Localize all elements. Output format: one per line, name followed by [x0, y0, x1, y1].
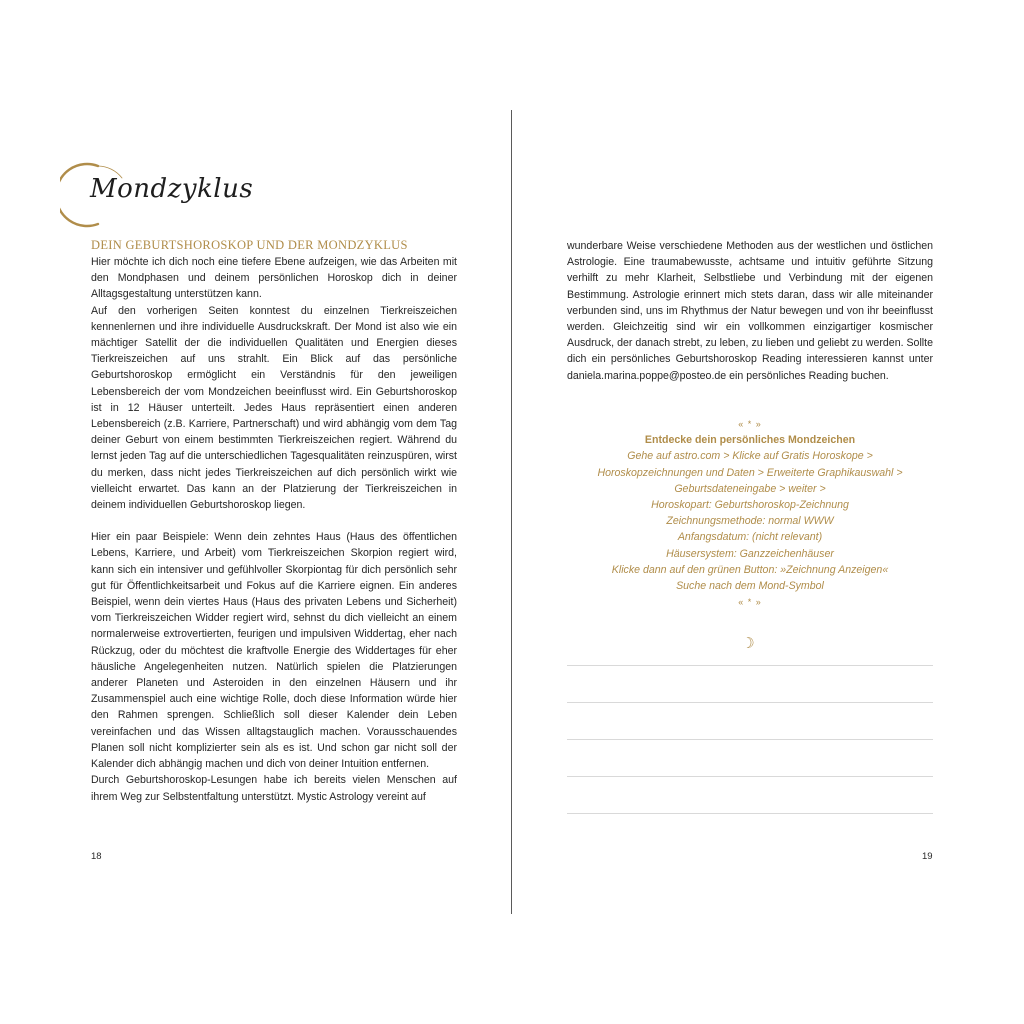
- mondzeichen-instructions: [567, 416, 933, 610]
- page-number-left: 18: [91, 851, 102, 862]
- instruction-step: Suche nach dem Mond-Symbol: [676, 580, 824, 593]
- instructions-title: Entdecke dein persönliches Mondzeichen: [644, 434, 856, 447]
- ornament-bottom: « * »: [738, 597, 762, 608]
- note-line: [567, 739, 933, 740]
- paragraph: wunderbare Weise verschiedene Methoden aus der westlichen und östlichen Astrologie. Eine traumabewusste, achtsame und intuitiv geführte Sitzung verhilft zu mehr Klarheit, Selbstliebe und Verbindung mit der eigenen Bestimmung. Astrologie erinnert mich stets daran, dass wir alle miteinander verbunden sind, uns im Rhythmus der Natur bewegen und von ihr beeinflusst werden. Gleichzeitig sind wir ein vollkommen einzigartiger kosmischer Ausdruck, der danach strebt, zu leben, zu lieben und geliebt zu werden. Sollte dich ein persönliches Geburtshoroskop Reading interessieren kannst unter daniela.marina.poppe@posteo.de ein persönliches Reading buchen.: [567, 240, 933, 382]
- book-spine-divider: [511, 110, 512, 914]
- paragraph: Hier möchte ich dich noch eine tiefere Ebene aufzeigen, wie das Arbeiten mit den Mondphasen und deinem persönlichen Horoskop dich in deiner Alltagsgestaltung unterstützen kann.: [91, 256, 457, 301]
- note-line: [567, 813, 933, 814]
- note-line: [567, 702, 933, 703]
- instruction-step: Horoskopzeichnungen und Daten > Erweiterte Graphikauswahl >: [597, 466, 903, 479]
- section-heading: DEIN GEBURTSHOROSKOP UND DER MONDZYKLUS: [91, 238, 408, 252]
- left-page-body: [91, 254, 457, 805]
- note-lines: [567, 665, 933, 850]
- right-page-body: [567, 238, 933, 384]
- instruction-step: Klicke dann auf den grünen Button: »Zeichnung Anzeigen«: [611, 563, 889, 576]
- paragraph: Durch Geburtshoroskop-Lesungen habe ich bereits vielen Menschen auf ihrem Weg zur Selbstentfaltung unterstützt. Mystic Astrology vereint auf: [91, 774, 457, 803]
- paragraph: Hier ein paar Beispiele: Wenn dein zehntes Haus (Haus des öffentlichen Lebens, Karriere, und Arbeit) vom Tierkreiszeichen Skorpion regiert wird, kann sich ein intensiver und gefühlvoller Skorpiontag für dich persönlich sehr gut für Öffentlichkeitsarbeit und Fokus auf die Karriere eignen. Ein anderes Beispiel, wenn dein viertes Haus (Haus des privaten Lebens und Sicherheit) vom Tierkreiszeichen Widder regiert wird, sehnst du dich vielleicht an einem normalerweise extrovertierten, feurigen und impulsiven Widdertag, eher nach Rückzug, oder du möchtest die kraftvolle Energie des Widdertages für eher häusliche Angelegenheiten nutzen. Natürlich spielen die Platzierungen anderer Planeten und Asteroiden in den einzelnen Häusern und ihr Zusammenspiel auch eine wichtige Rolle, doch diese Information würde hier den Rahmen sprengen. Schließlich soll dieser Kalender dein Leben vereinfachen und das Wissen alltagstauglich machen. Vorausschauendes Planen soll nicht komplizierter sein als es ist. Und schon gar nicht soll der Kalender dich abhängig machen und dich von deiner Intuition entfernen.: [91, 531, 457, 771]
- ornament-top: « * »: [738, 419, 762, 429]
- section-title-script: Mondzyklus: [90, 174, 254, 204]
- instruction-step: Geburtsdateneingabe > weiter >: [674, 482, 826, 495]
- instruction-step: Horoskopart: Geburtshoroskop-Zeichnung: [651, 499, 849, 512]
- note-line: [567, 665, 933, 666]
- note-line: [567, 776, 933, 777]
- instruction-step: Gehe auf astro.com > Klicke auf Gratis Horoskope >: [627, 450, 873, 463]
- page-number-right: 19: [922, 851, 933, 862]
- instruction-step: Anfangsdatum: (nicht relevant): [677, 531, 823, 544]
- paragraph: Auf den vorherigen Seiten konntest du einzelnen Tierkreiszeichen kennenlernen und ihre individuelle Ausdruckskraft. Der Mond ist also wie ein mächtiger Satellit der die individuellen Qualitäten und Energien dieses Tierkreiszeichen auf uns strahlt. Ein Blick auf das persönliche Geburtshoroskop ermöglicht ein Verständnis für den jeweiligen Lebensbereich der vom Mondzeichen beeinflusst wird. Ein Geburtshoroskop ist in 12 Häuser unterteilt. Jedes Haus repräsentiert einen anderen Lebensbereich (z.B. Karriere, Partnerschaft) und wird abhängig vom dem Tag deiner Geburt von einem bestimmten Tierkreiszeichen regiert. Während du lernst jeden Tag auf die unterschiedlichen Tagesqualitäten reinzuspüren, wirst du merken, dass nicht jedes Tierkreiszeichen auf dich persönlich wirkt wie vielleicht erwartet. Das kann an der Platzierung der Tierkreiszeichen in deinem individuellen Geburtshoroskop liegen.: [91, 304, 457, 512]
- crescent-moon-icon: ☽: [741, 635, 755, 652]
- instruction-step: Häusersystem: Ganzzeichenhäuser: [666, 547, 834, 560]
- instruction-step: Zeichnungsmethode: normal WWW: [666, 515, 834, 528]
- mondzyklus-logo: [60, 158, 254, 228]
